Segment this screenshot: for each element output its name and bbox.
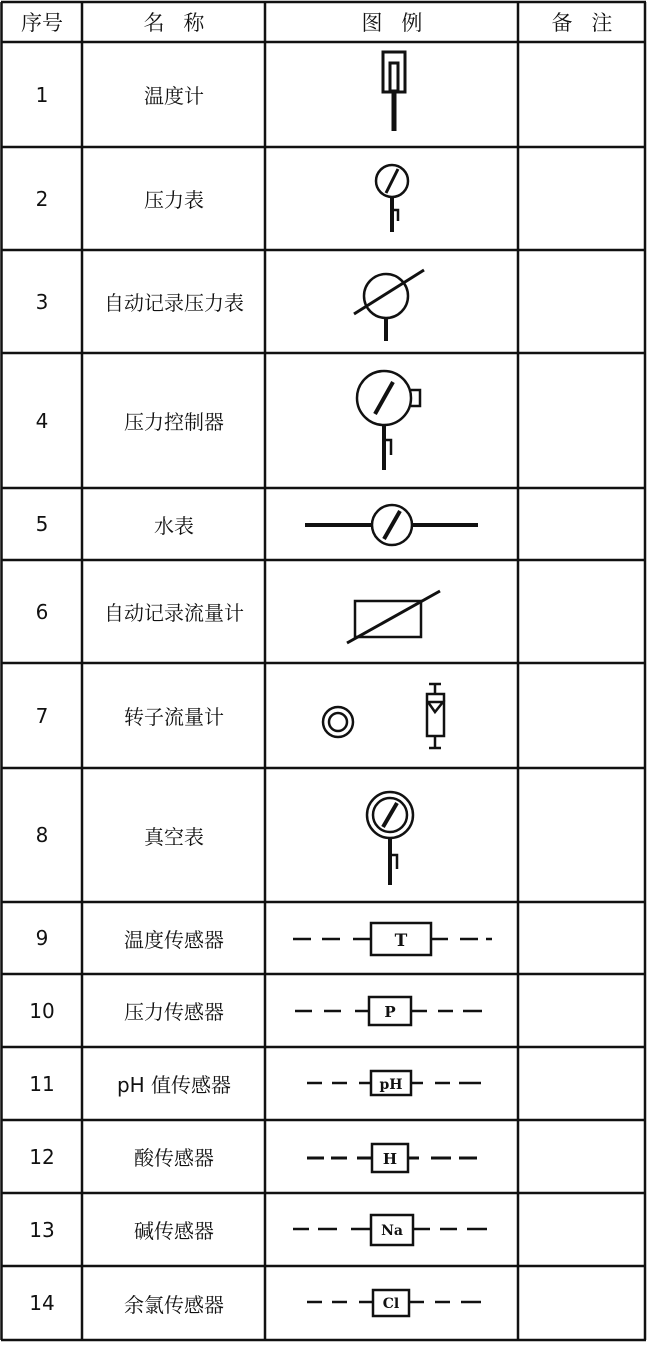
recording-flowmeter-icon <box>267 561 517 662</box>
row-name: 碱传感器 <box>134 1219 214 1243</box>
row-name: 温度传感器 <box>124 927 224 952</box>
row-note <box>520 903 644 973</box>
row-note <box>520 251 644 352</box>
pressure-controller-icon <box>267 354 517 487</box>
header-symbol: 图例 <box>361 11 442 35</box>
row-note <box>520 1048 644 1119</box>
thermometer-icon <box>267 43 517 146</box>
row-no: 7 <box>35 703 49 728</box>
row-note <box>520 1267 644 1339</box>
row-no: 14 <box>29 1291 55 1315</box>
sensor-icon <box>267 975 517 1046</box>
row-no: 13 <box>29 1217 55 1242</box>
row-name: pH 值传感器 <box>116 1073 232 1097</box>
row-no: 8 <box>35 823 49 847</box>
row-note <box>520 148 644 249</box>
row-name: 自动记录压力表 <box>104 291 244 315</box>
row-name: 压力传感器 <box>124 1000 224 1024</box>
row-no: 10 <box>29 998 55 1023</box>
row-no: 6 <box>35 599 49 624</box>
row-no: 3 <box>35 289 49 314</box>
row-no: 1 <box>35 82 49 107</box>
row-name: 余氯传感器 <box>124 1292 224 1317</box>
recording-pressure-gauge-icon <box>267 251 517 352</box>
row-name: 自动记录流量计 <box>104 601 244 625</box>
sensor-icon <box>267 1121 517 1192</box>
water-meter-icon <box>267 489 517 559</box>
row-no: 9 <box>35 926 49 950</box>
sensor-icon <box>267 903 517 973</box>
row-note <box>520 769 644 901</box>
sensor-symbol-text: Na <box>381 1223 403 1239</box>
row-name: 压力控制器 <box>124 410 224 434</box>
row-name: 酸传感器 <box>134 1146 214 1170</box>
row-note <box>520 43 644 146</box>
row-name: 压力表 <box>144 188 204 212</box>
row-note <box>520 489 644 559</box>
rotameter-icon <box>267 664 517 767</box>
row-note <box>520 354 644 487</box>
row-no: 12 <box>29 1144 55 1169</box>
row-no: 2 <box>35 186 49 211</box>
pressure-gauge-icon <box>267 148 517 249</box>
sensor-symbol-text: H <box>382 1150 398 1168</box>
row-name: 转子流量计 <box>124 705 224 729</box>
row-name: 水表 <box>154 513 194 538</box>
row-no: 5 <box>35 512 49 536</box>
sensor-symbol-text: Cl <box>382 1296 400 1312</box>
row-note <box>520 975 644 1046</box>
sensor-icon <box>267 1194 517 1265</box>
header-no: 序号 <box>21 11 63 35</box>
vacuum-gauge-icon <box>267 769 517 901</box>
header-name: 名称 <box>143 11 224 35</box>
sensor-symbol-text: P <box>384 1003 396 1021</box>
sensor-icon <box>267 1267 517 1339</box>
row-note <box>520 561 644 662</box>
row-name: 真空表 <box>144 824 204 849</box>
row-note <box>520 664 644 767</box>
row-name: 温度计 <box>144 84 204 108</box>
row-no: 11 <box>29 1071 55 1096</box>
sensor-symbol-text: T <box>394 931 408 951</box>
row-note <box>520 1121 644 1192</box>
header-note: 备注 <box>551 11 632 35</box>
row-note <box>520 1194 644 1265</box>
sensor-symbol-text: pH <box>379 1077 403 1093</box>
sensor-icon <box>267 1048 517 1119</box>
row-no: 4 <box>35 408 49 433</box>
